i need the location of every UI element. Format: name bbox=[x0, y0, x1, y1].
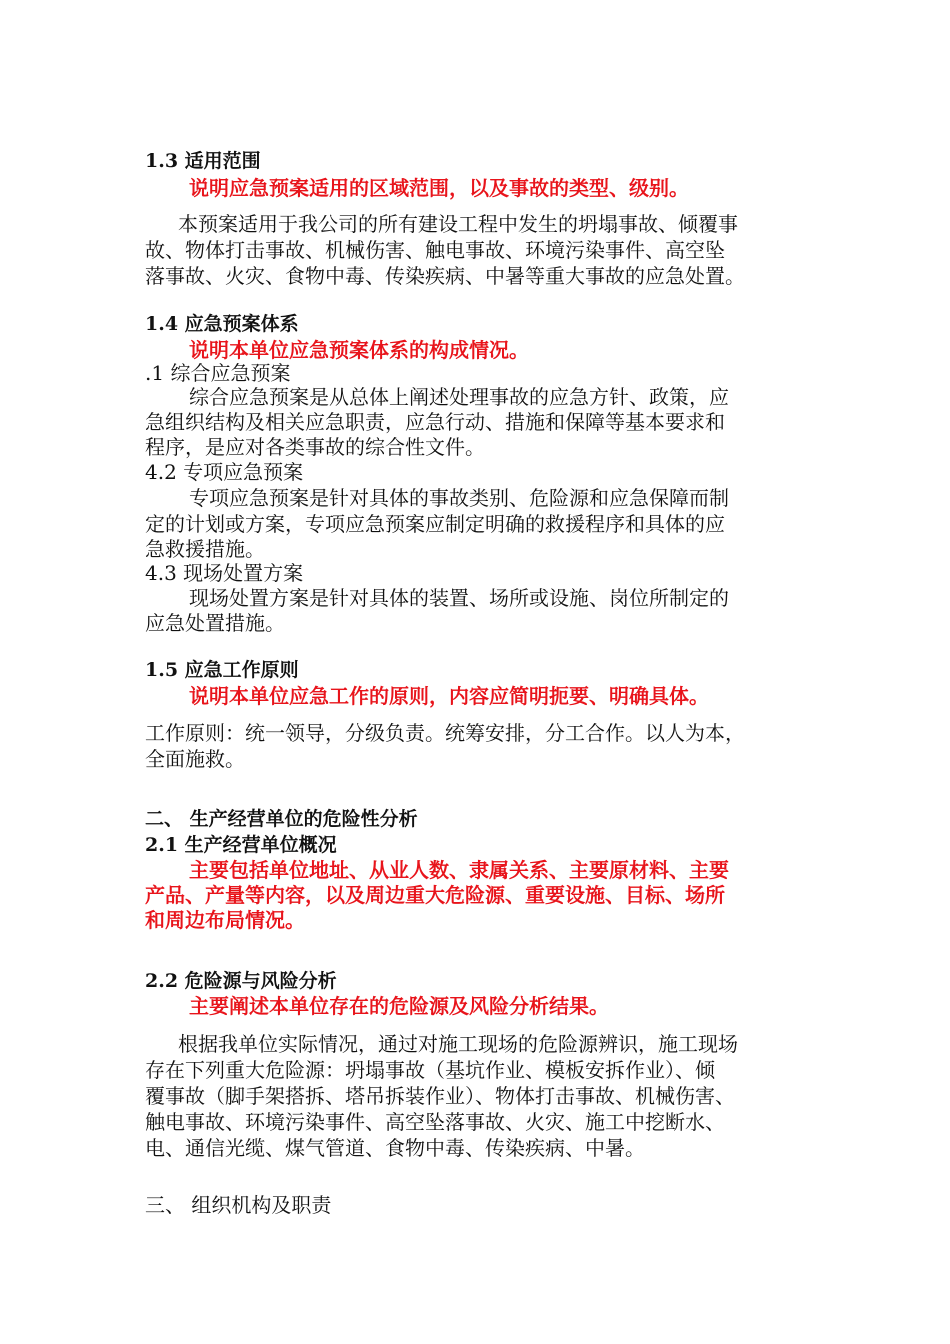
section-1-3-heading: 1.3 适用范围 bbox=[145, 150, 261, 172]
section-1-5-note: 说明本单位应急工作的原则，内容应简明扼要、明确具体。 bbox=[189, 684, 709, 708]
section-2-1-note-line-3: 和周边布局情况。 bbox=[145, 908, 305, 932]
section-1-3-note: 说明应急预案适用的区域范围，以及事故的类型、级别。 bbox=[189, 176, 689, 200]
section-4-2-body-line-2: 定的计划或方案，专项应急预案应制定明确的救援程序和具体的应 bbox=[145, 512, 725, 536]
section-4-2-body-line-1: 专项应急预案是针对具体的事故类别、危险源和应急保障而制 bbox=[189, 486, 729, 510]
section-1-4-1-body-line-3: 程序，是应对各类事故的综合性文件。 bbox=[145, 435, 485, 459]
section-2-1-heading: 2.1 生产经营单位概况 bbox=[145, 834, 337, 856]
section-2-2-body-line-3: 覆事故（脚手架搭拆、塔吊拆装作业）、物体打击事故、机械伤害、 bbox=[145, 1084, 735, 1108]
section-1-5-body-line-2: 全面施救。 bbox=[145, 747, 245, 771]
section-2-2-body-line-2: 存在下列重大危险源：坍塌事故（基坑作业、模板安拆作业）、倾 bbox=[145, 1058, 715, 1082]
section-2-1-note-line-2: 产品、产量等内容，以及周边重大危险源、重要设施、目标、场所 bbox=[145, 883, 725, 907]
section-2-1-note-line-1: 主要包括单位地址、从业人数、隶属关系、主要原材料、主要 bbox=[189, 858, 729, 882]
section-2-2-body-line-5: 电、通信光缆、煤气管道、食物中毒、传染疾病、中暑。 bbox=[145, 1136, 645, 1160]
chapter-2-heading: 二、 生产经营单位的危险性分析 bbox=[145, 808, 418, 830]
section-1-4-note: 说明本单位应急预案体系的构成情况。 bbox=[189, 338, 529, 362]
section-4-3-body-line-2: 应急处置措施。 bbox=[145, 611, 285, 635]
section-1-5-body-line-1: 工作原则：统一领导，分级负责。统筹安排，分工合作。以人为本， bbox=[145, 721, 745, 745]
section-4-3-body-line-1: 现场处置方案是针对具体的装置、场所或设施、岗位所制定的 bbox=[189, 586, 729, 610]
section-2-2-heading: 2.2 危险源与风险分析 bbox=[145, 970, 337, 992]
chapter-3-heading: 三、 组织机构及职责 bbox=[145, 1193, 332, 1217]
section-1-3-body-line-3: 落事故、火灾、食物中毒、传染疾病、中暑等重大事故的应急处置。 bbox=[145, 264, 745, 288]
section-4-2-title: 4.2 专项应急预案 bbox=[145, 460, 304, 484]
section-2-2-note: 主要阐述本单位存在的危险源及风险分析结果。 bbox=[189, 994, 609, 1018]
section-1-3-body-line-2: 故、物体打击事故、机械伤害、触电事故、环境污染事件、高空坠 bbox=[145, 238, 725, 262]
section-4-3-title: 4.3 现场处置方案 bbox=[145, 561, 304, 585]
section-2-2-body-line-4: 触电事故、环境污染事件、高空坠落事故、火灾、施工中挖断水、 bbox=[145, 1110, 725, 1134]
section-1-3-body-line-1: 本预案适用于我公司的所有建设工程中发生的坍塌事故、倾覆事 bbox=[178, 212, 738, 236]
section-1-4-1-body-line-1: 综合应急预案是从总体上阐述处理事故的应急方针、政策，应 bbox=[189, 385, 729, 409]
section-1-4-heading: 1.4 应急预案体系 bbox=[145, 313, 299, 335]
section-4-2-body-line-3: 急救援措施。 bbox=[145, 537, 265, 561]
section-2-2-body-line-1: 根据我单位实际情况，通过对施工现场的危险源辨识，施工现场 bbox=[178, 1032, 738, 1056]
section-1-5-heading: 1.5 应急工作原则 bbox=[145, 659, 299, 681]
section-1-4-1-title: .1 综合应急预案 bbox=[145, 361, 291, 385]
section-1-4-1-body-line-2: 急组织结构及相关应急职责，应急行动、措施和保障等基本要求和 bbox=[145, 410, 725, 434]
